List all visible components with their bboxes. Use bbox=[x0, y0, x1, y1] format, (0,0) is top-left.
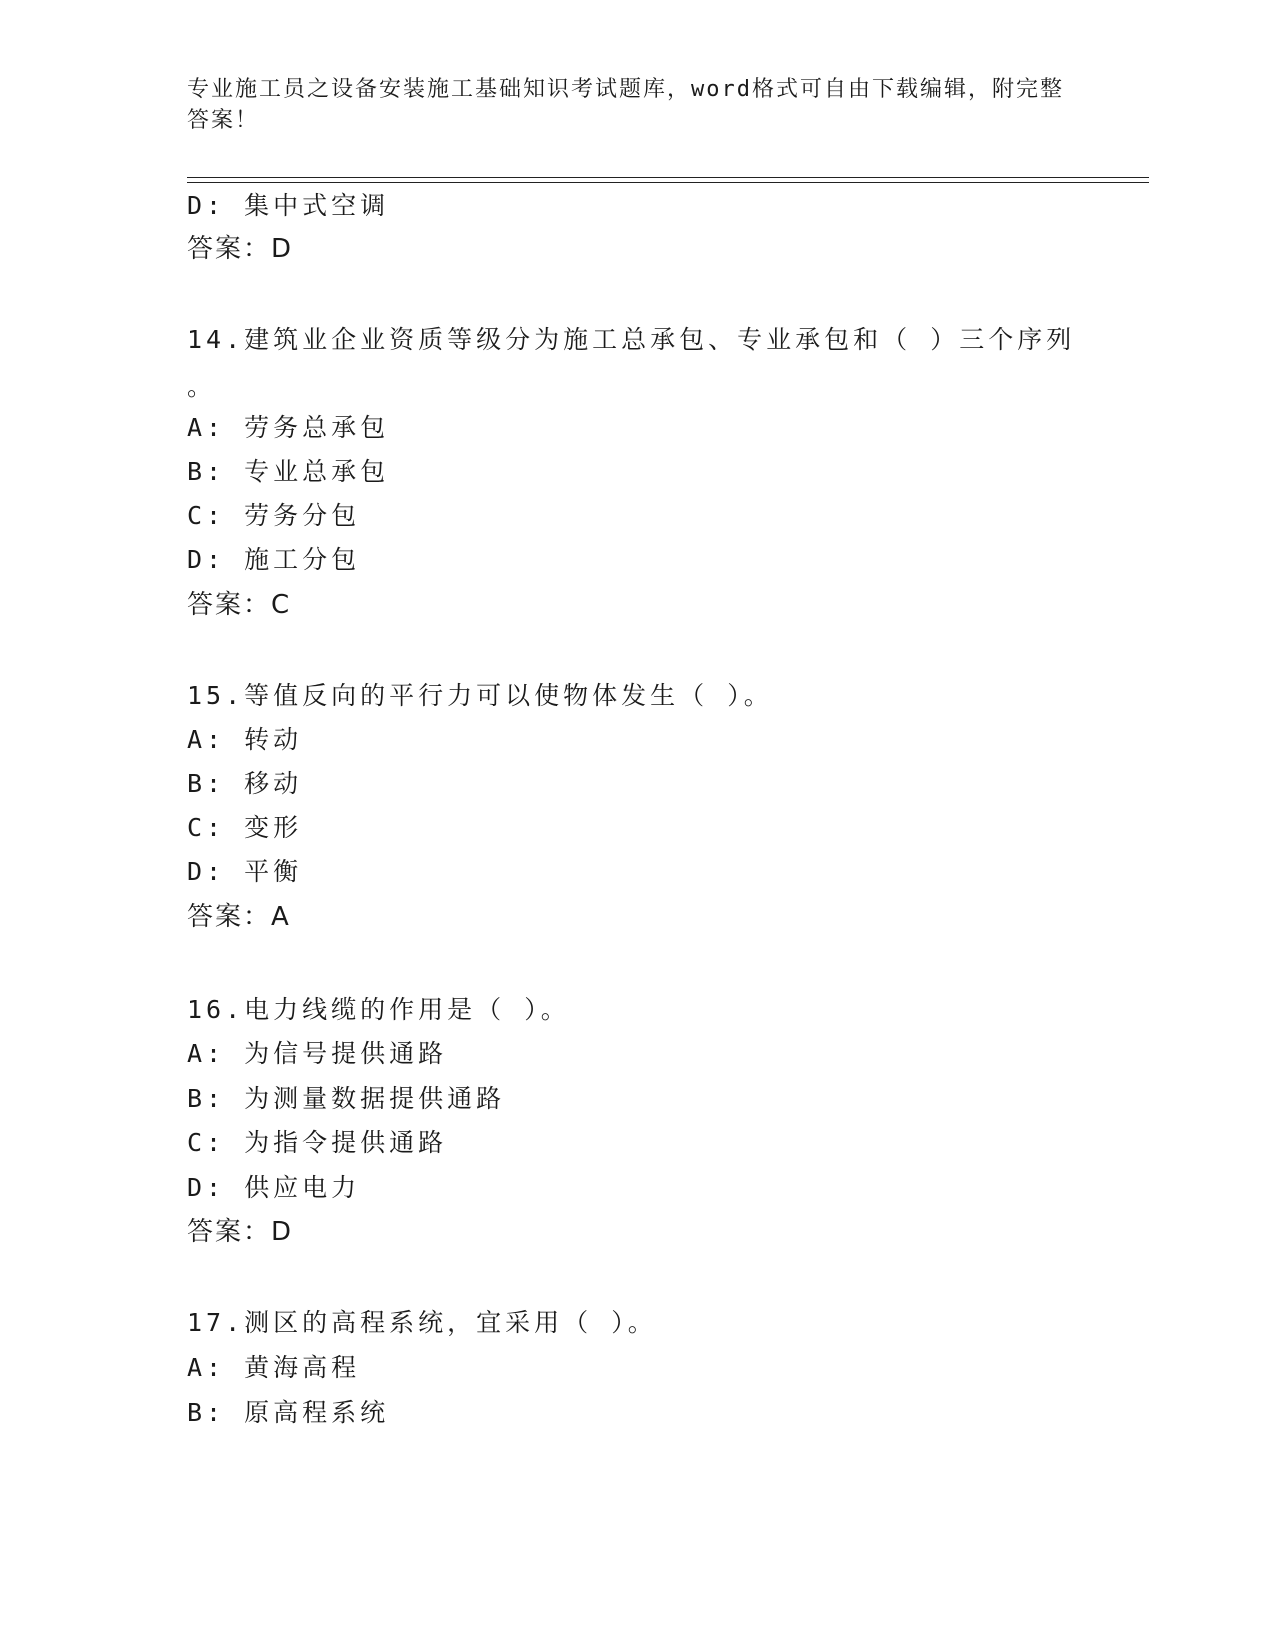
q15-option-c: C: 变形 bbox=[187, 813, 303, 842]
q14-option-c: C: 劳务分包 bbox=[187, 501, 361, 530]
header-divider-bottom bbox=[187, 182, 1149, 183]
q14-option-d: D: 施工分包 bbox=[187, 545, 361, 574]
q15-option-d: D: 平衡 bbox=[187, 857, 303, 886]
q16-option-d: D: 供应电力 bbox=[187, 1173, 361, 1202]
prev-answer: 答案：D bbox=[187, 234, 294, 264]
q16-option-b: B: 为测量数据提供通路 bbox=[187, 1084, 506, 1113]
header-divider-top bbox=[187, 177, 1149, 178]
q15-option-a: A: 转动 bbox=[187, 725, 303, 754]
q15-stem: 15.等值反向的平行力可以使物体发生（ ）。 bbox=[187, 681, 773, 710]
prev-option-d: D: 集中式空调 bbox=[187, 191, 390, 220]
header-text: 专业施工员之设备安装施工基础知识考试题库，word格式可自由下载编辑，附完整答案！ bbox=[187, 77, 1064, 133]
document-header bbox=[187, 74, 1067, 136]
q14-stem-cont: 。 bbox=[187, 372, 217, 401]
q17-stem: 17.测区的高程系统，宜采用（ ）。 bbox=[187, 1308, 657, 1337]
q16-answer: 答案：D bbox=[187, 1217, 294, 1247]
q15-option-b: B: 移动 bbox=[187, 769, 303, 798]
q14-option-b: B: 专业总承包 bbox=[187, 457, 390, 486]
q14-option-a: A: 劳务总承包 bbox=[187, 413, 390, 442]
q16-option-c: C: 为指令提供通路 bbox=[187, 1128, 448, 1157]
q17-option-a: A: 黄海高程 bbox=[187, 1353, 361, 1382]
q16-stem: 16.电力线缆的作用是（ ）。 bbox=[187, 995, 570, 1024]
q14-answer: 答案：C bbox=[187, 590, 292, 620]
q15-answer: 答案：A bbox=[187, 902, 291, 932]
q16-option-a: A: 为信号提供通路 bbox=[187, 1039, 448, 1068]
q17-option-b: B: 原高程系统 bbox=[187, 1398, 390, 1427]
q14-stem: 14.建筑业企业资质等级分为施工总承包、专业承包和（ ）三个序列 bbox=[187, 325, 1076, 354]
